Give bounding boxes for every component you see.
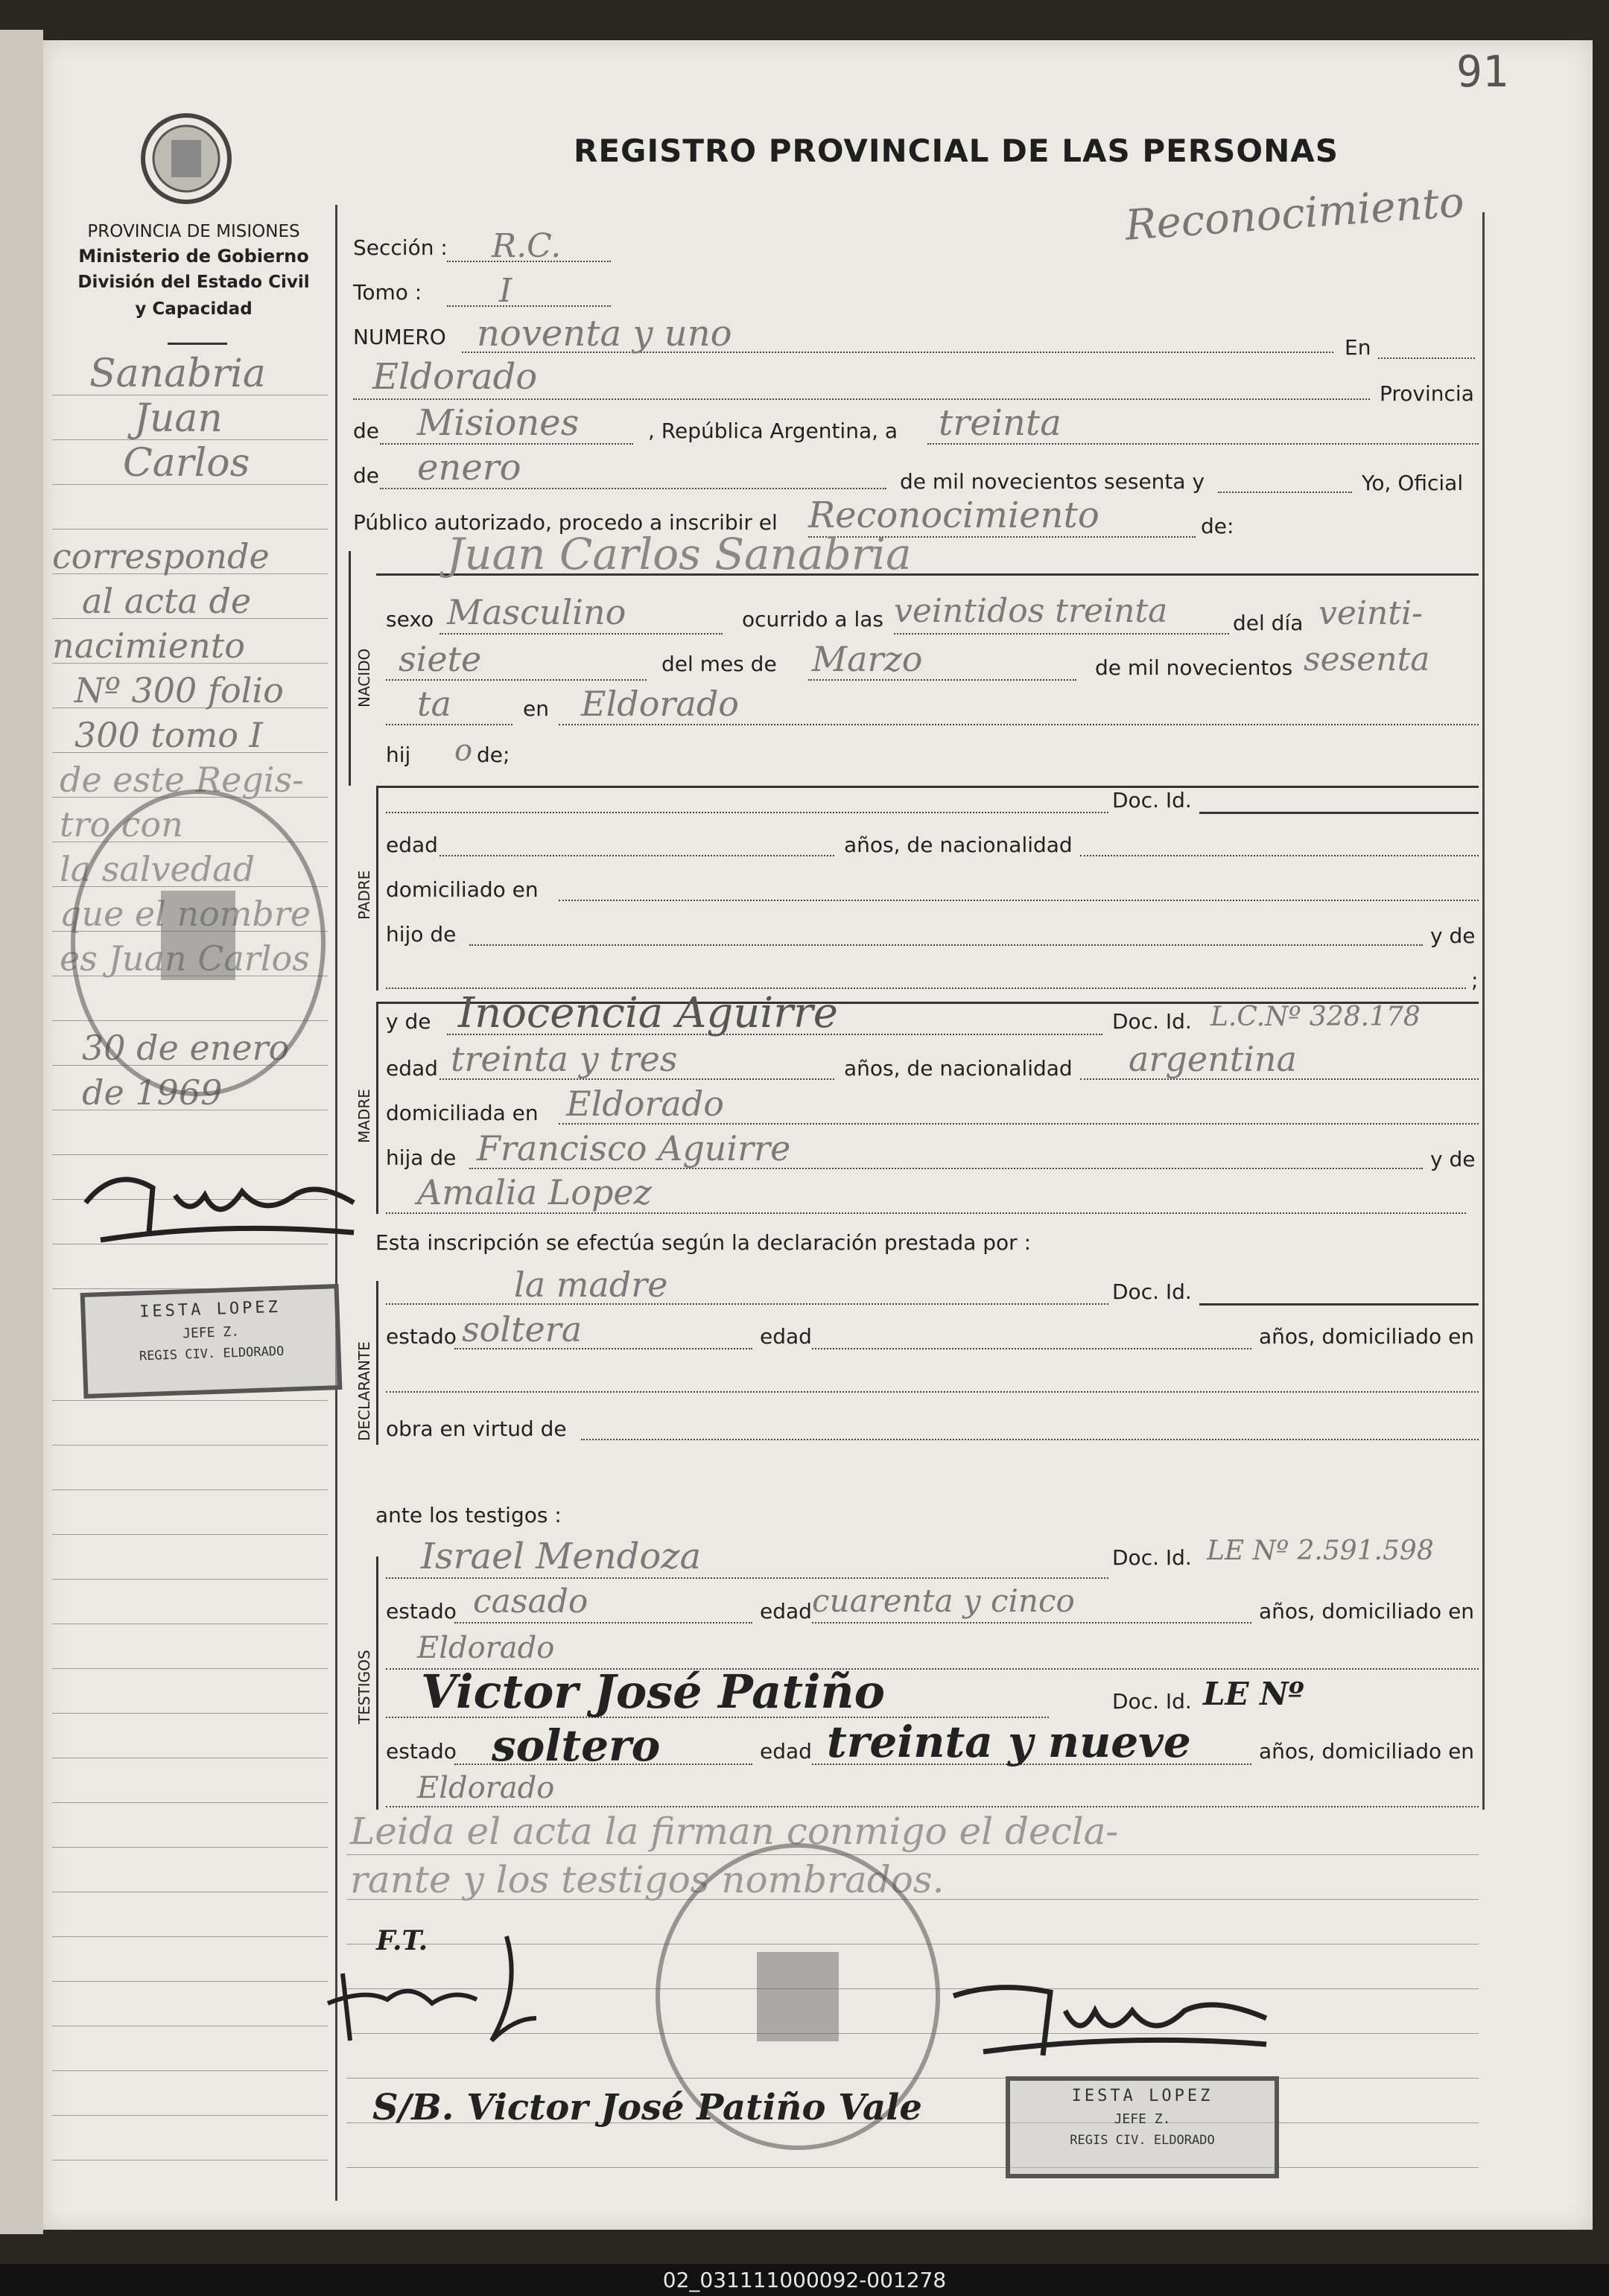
sexo-label: sexo [386,607,434,632]
testigos-intro-label: ante los testigos : [375,1503,562,1527]
margin-surname: Sanabria [89,352,266,396]
t1-edad-value: cuarenta y cinco [812,1583,1075,1619]
hij-de-label: de; [477,742,510,767]
padre-hijo-line [469,944,1423,946]
margin-signature [71,1151,369,1262]
madre-nacionalidad-value: argentina [1129,1039,1297,1079]
archive-id-footer: 02_031111000092-001278 [0,2264,1609,2296]
padre-nombre-line [386,812,1108,813]
dia-value: treinta [939,402,1061,444]
anio-line [1218,492,1352,493]
margin-note-2: al acta de [82,581,252,621]
hora-value: veintidos treinta [894,592,1168,630]
testigos-bracket [376,1556,378,1810]
madre-bracket [376,1002,378,1214]
t2-edad-value: treinta y nueve [827,1717,1191,1767]
rect-stamp-1-line-2: JEFE Z. [182,1323,240,1342]
nacido-nombre-value: Juan Carlos Sanabria [447,529,912,579]
padre-domicilio-label: domiciliado en [386,877,539,902]
t1-doc-value: LE Nº 2.591.598 [1207,1536,1434,1566]
dia-value-2: siete [399,639,482,679]
anio-nac-value-2: ta [417,684,451,724]
madre-edad-label: edad [386,1056,438,1081]
madre-domicilio-label: domiciliada en [386,1101,539,1125]
tomo-line [447,305,611,307]
rect-stamp-2-line-1: IESTA LOPEZ [1071,2087,1213,2105]
margin-note-3: nacimiento [52,626,245,666]
document-title: REGISTRO PROVINCIAL DE LAS PERSONAS [574,133,1339,169]
de-label: de [353,419,379,443]
acto-value: Reconocimiento [808,495,1099,536]
en-nac-label: en [523,696,549,721]
declarante-intro-label: Esta inscripción se efectúa según la declaración prestada por : [375,1230,1032,1255]
provincial-crest [138,110,235,207]
madre-doc-value: L.C.Nº 328.178 [1210,1002,1421,1032]
madre-yde-label: y de [386,1009,431,1034]
declarante-nombre-value: la madre [514,1265,668,1305]
tomo-label: Tomo : [353,280,422,305]
rect-stamp-1-line-3: REGIS CIV. ELDORADO [139,1343,285,1364]
declarante-edad-label: edad [760,1324,812,1349]
sexo-value: Masculino [447,592,626,632]
madre-yde2-line [386,1212,1466,1214]
mes-label: del mes de [661,652,777,676]
declarante-obra-label: obra en virtud de [386,1416,567,1441]
madre-madre-value: Amalia Lopez [417,1172,652,1212]
deldia-label: del día [1233,611,1304,635]
lugar-nac-value: Eldorado [581,684,739,724]
mes-value: enero [417,447,521,489]
madre-nacionalidad-label: años, de nacionalidad [844,1056,1073,1081]
declarante-obra-line [581,1439,1479,1440]
closing-line-1: Leida el acta la firman conmigo el decla- [350,1810,1119,1853]
declarante-estado-label: estado [386,1324,457,1349]
margin-note-1: corresponde [52,536,270,576]
madre-edad-value: treinta y tres [451,1039,678,1079]
ministry-line-4: y Capacidad [135,299,253,319]
rect-stamp-1-line-1: IESTA LOPEZ [139,1297,282,1322]
mes-nac-value: Marzo [812,639,923,679]
anio2-line [386,724,512,725]
padre-dom-line [559,900,1479,901]
officer-signature [939,1959,1281,2070]
declarante-section-label: DECLARANTE [355,1341,373,1441]
madre-domicilio-value: Eldorado [566,1084,724,1124]
padre-section-label: PADRE [355,870,373,920]
margin-note-4: Nº 300 folio [74,670,284,710]
declarante-nombre-line [386,1303,1108,1305]
mes-nac-line [808,679,1076,681]
bottom-stamp-crest-icon [757,1952,839,2041]
margin-name1: Juan [134,396,223,441]
declarante-estado-value: soltera [462,1309,583,1349]
ministry-rule [168,343,227,345]
declarante-edad-line [812,1348,1251,1349]
witness-signature [320,1929,566,2055]
republica-label: , República Argentina, a [648,419,898,443]
hij-value: o [454,734,473,768]
t2-nombre-value: Victor José Patiño [421,1664,885,1719]
yo-oficial-label: Yo, Oficial [1362,471,1464,495]
t1-nombre-line [386,1577,1108,1579]
lugar-line [353,398,1370,400]
de3-label: de: [1201,514,1234,538]
margin-note-5: 300 tomo I [74,715,263,755]
rect-stamp-2-line-2: JEFE Z. [1114,2111,1171,2127]
dia2-line [386,679,647,681]
seccion-value: R.C. [492,227,562,265]
declarante-bracket [376,1281,378,1445]
margin-note-12: de 1969 [82,1072,223,1113]
testigos-section-label: TESTIGOS [355,1650,373,1724]
padre-edad-label: edad [386,833,438,857]
margin-note-7: tro con [60,804,183,845]
dia-value-1: veinti- [1318,594,1423,632]
t1-doc-label: Doc. Id. [1112,1545,1192,1570]
t2-domicilio-label: años, domiciliado en [1259,1739,1475,1764]
stamp-crest-icon [161,891,235,980]
anio-label: de mil novecientos sesenta y [900,469,1205,494]
declarante-dom-line [386,1391,1479,1393]
provincia-value: Misiones [417,402,580,444]
margin-round-stamp [71,789,326,1096]
padre-semicolon: ; [1471,968,1479,993]
t2-estado-label: estado [386,1739,457,1764]
bottom-note: S/B. Victor José Patiño Vale [372,2087,922,2128]
padre-doc-label: Doc. Id. [1112,788,1192,812]
t2-estado-value: soltero [492,1720,661,1771]
madre-padre-value: Francisco Aguirre [477,1128,791,1168]
en-label: En [1345,335,1371,360]
hij-label: hij [386,742,411,767]
corner-note: Reconocimiento [1123,178,1466,250]
nacido-bracket [349,551,351,786]
madre-nombre-value: Inocencia Aguirre [458,989,838,1037]
t1-estado-line [454,1622,752,1624]
declarante-domicilio-label: años, domiciliado en [1259,1324,1475,1349]
t1-edad-label: edad [760,1599,812,1624]
padre-doc-line [1199,812,1479,814]
form-right-border [1482,212,1485,1810]
declarante-doc-label: Doc. Id. [1112,1279,1192,1304]
margin-note-9: que el nombre [60,894,311,934]
t2-doc-value: LE Nº [1203,1676,1304,1712]
padre-nacionalidad-label: años, de nacionalidad [844,833,1073,857]
padre-hijo-label: hijo de [386,922,457,947]
crest-icon [138,110,235,207]
margin-name2: Carlos [123,441,250,486]
ft-mark: F.T. [376,1925,428,1956]
t1-domicilio-label: años, domiciliado en [1259,1599,1475,1624]
padre-yde-label: y de [1430,923,1476,948]
sexo-line [439,633,723,635]
t1-nombre-value: Israel Mendoza [421,1536,702,1577]
rect-stamp-2-line-3: REGIS CIV. ELDORADO [1070,2133,1215,2148]
padre-edad-line [439,855,834,856]
anio-nac-label: de mil novecientos [1095,655,1293,680]
numero-label: NUMERO [353,325,446,349]
ministry-line-3: División del Estado Civil [77,273,310,292]
margin-note-8: la salvedad [60,849,256,889]
hora-line [894,633,1229,635]
t2-doc-label: Doc. Id. [1112,1689,1192,1714]
nacido-section-label: NACIDO [355,648,373,707]
t1-estado-label: estado [386,1599,457,1624]
declarante-doc-line [1199,1303,1479,1306]
padre-top-rule [376,786,1479,788]
bottom-rect-stamp [1006,2076,1279,2178]
ministry-line-1: PROVINCIA DE MISIONES [87,222,300,241]
margin-note-11: 30 de enero [82,1028,290,1068]
madre-section-label: MADRE [355,1089,373,1143]
seccion-label: Sección : [353,235,448,260]
tomo-value: I [499,272,512,310]
page-number: 91 [1456,46,1508,97]
lugar-nac-line [559,724,1479,725]
lugar-value: Eldorado [372,356,538,398]
madre-yde2-label: y de [1430,1147,1476,1171]
margin-note-6: de este Regis- [60,760,304,800]
de2-label: de [353,463,379,488]
facing-page-edge [0,30,43,2234]
ministry-line-2: Ministerio de Gobierno [78,246,309,267]
t2-edad-label: edad [760,1739,812,1764]
closing-line-2: rante y los testigos nombrados. [350,1858,945,1901]
anio-nac-value: sesenta [1304,640,1430,678]
ocurrido-label: ocurrido a las [742,607,883,632]
t1-edad-line [812,1622,1251,1624]
t1-domicilio-value: Eldorado [417,1631,555,1665]
t2-dom-line [386,1806,1479,1807]
margin-note-10: es Juan Carlos [60,938,310,979]
en-line [1378,357,1475,359]
numero-value: noventa y uno [477,313,732,354]
madre-hija-label: hija de [386,1145,457,1170]
publico-label: Público autorizado, procedo a inscribir el [353,510,778,535]
provincia-label: Provincia [1380,381,1474,406]
t1-estado-value: casado [473,1583,588,1621]
madre-doc-label: Doc. Id. [1112,1009,1192,1034]
padre-bracket [376,786,378,990]
t2-domicilio-value: Eldorado [417,1771,555,1805]
padre-nac-line [1080,855,1479,856]
margin-rect-stamp [80,1284,343,1399]
